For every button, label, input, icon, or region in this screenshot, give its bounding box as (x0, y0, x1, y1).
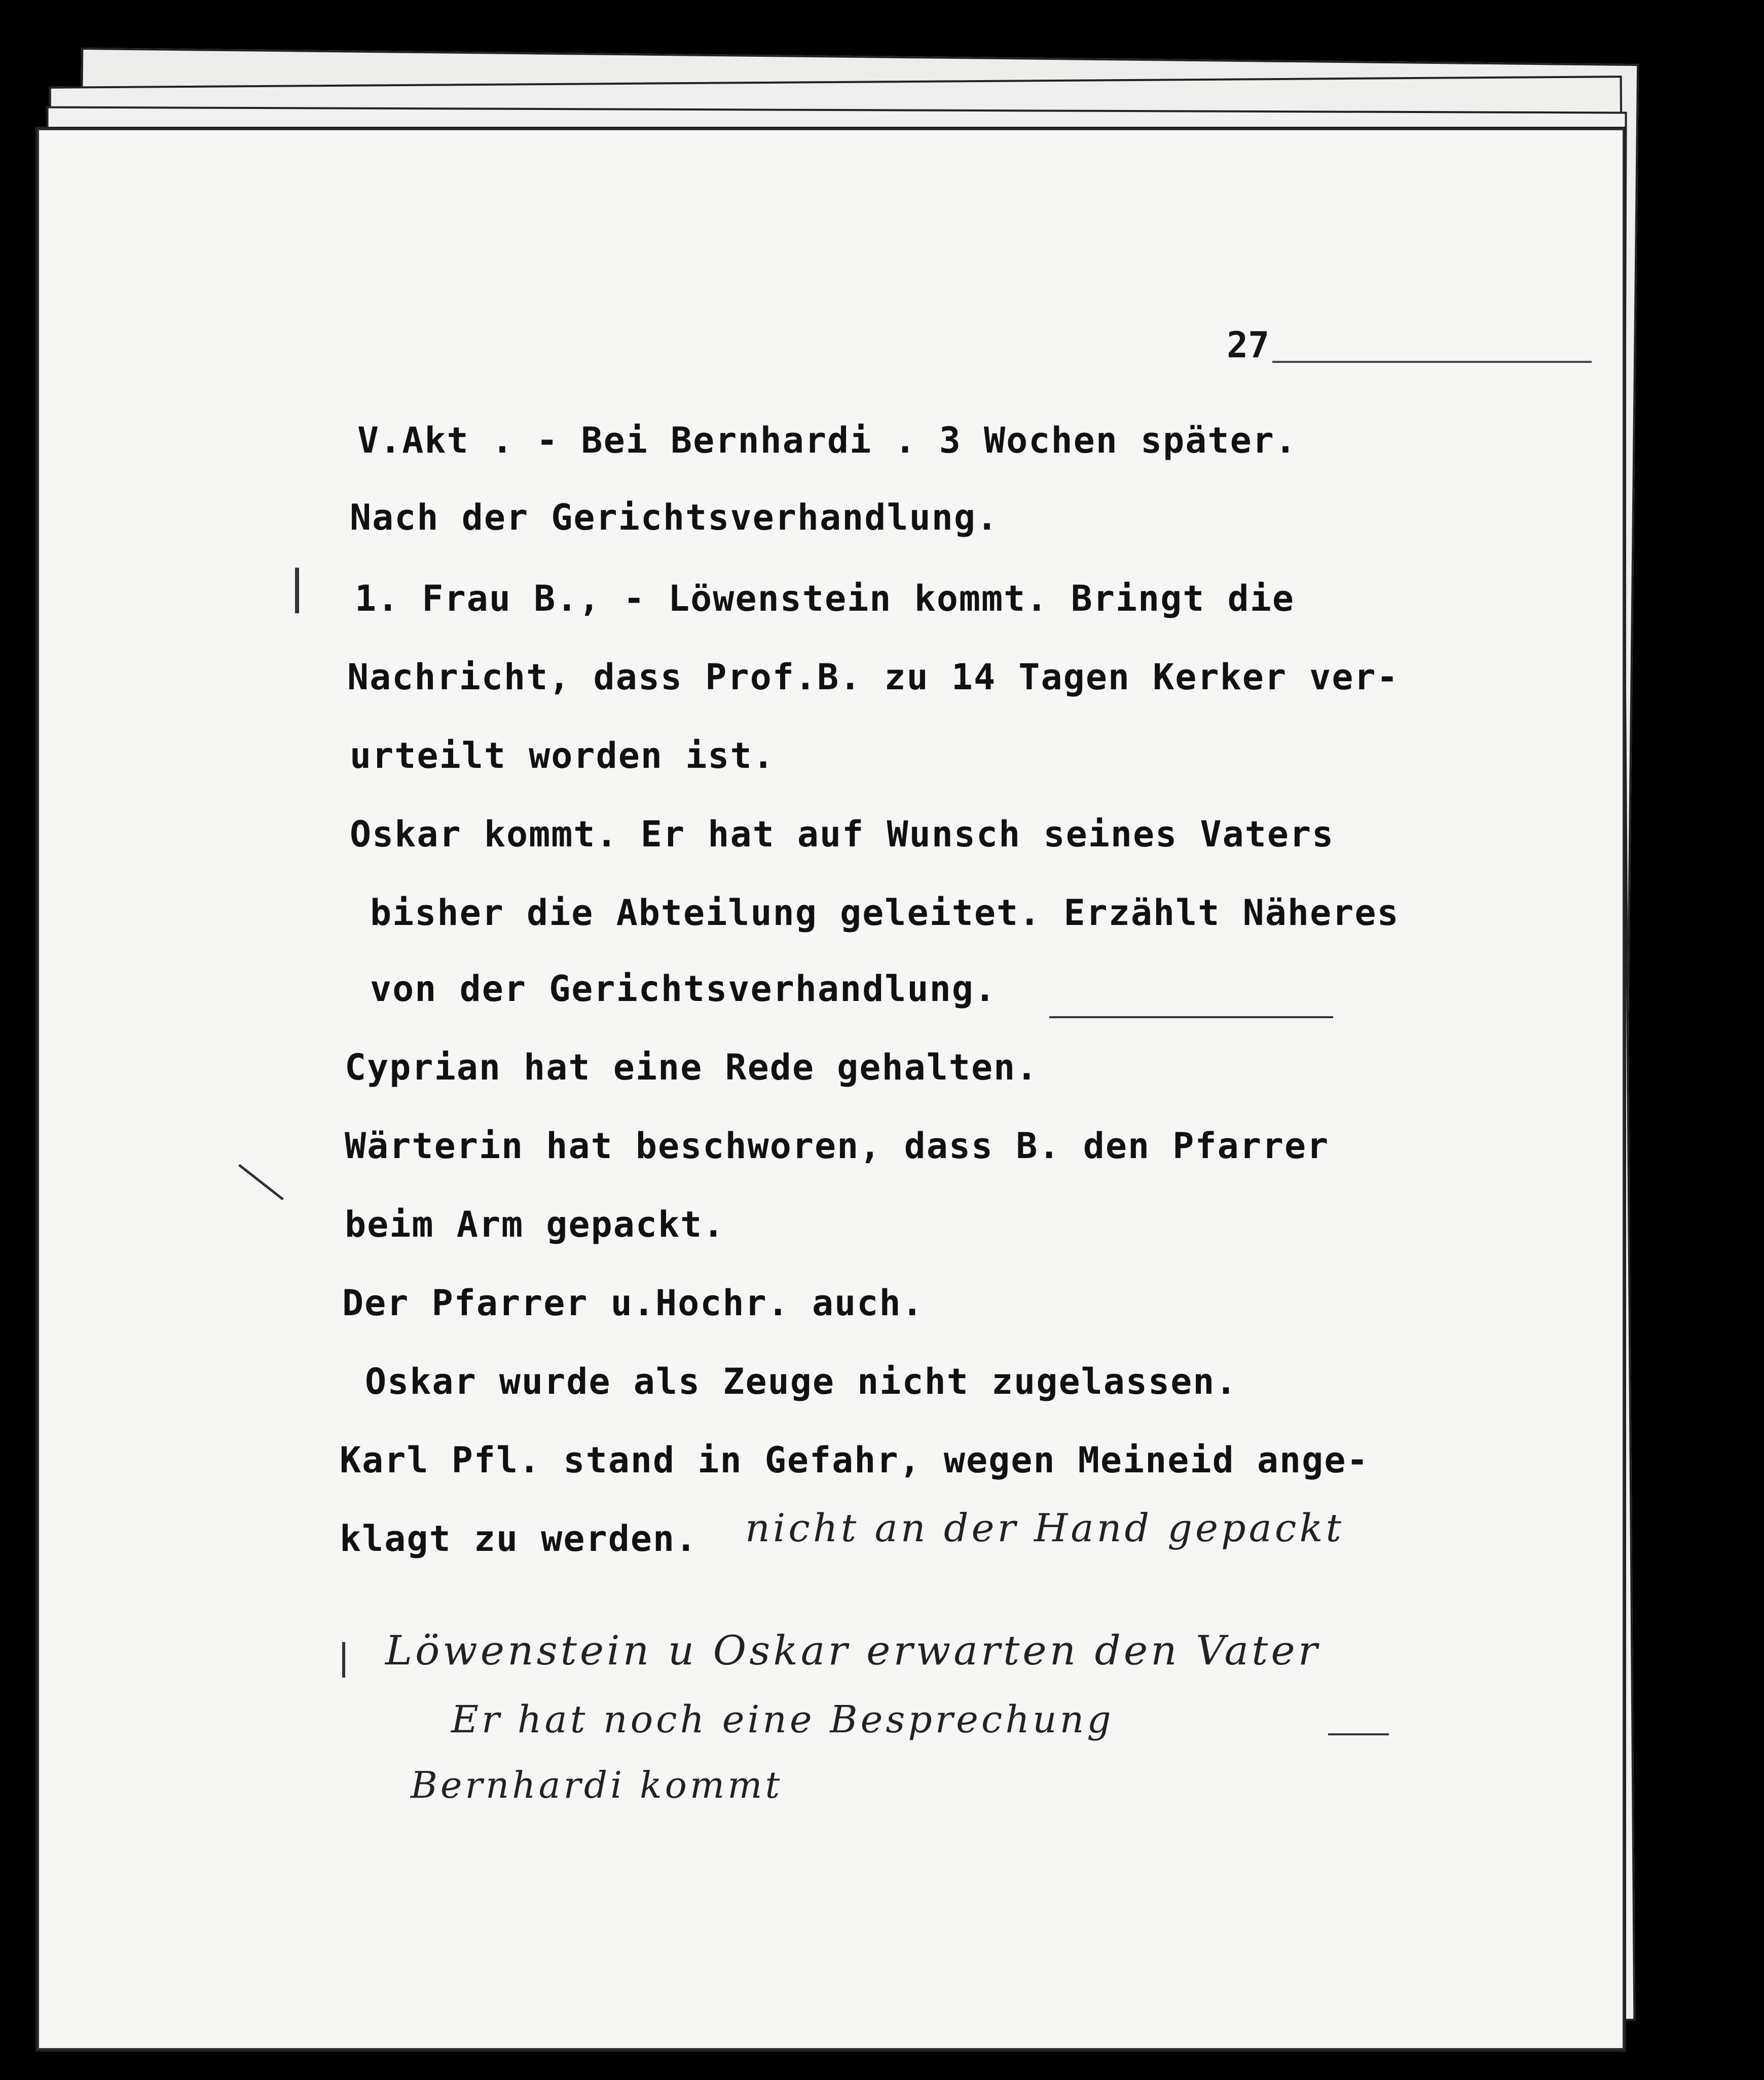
typed-line: urteilt worden ist. (350, 735, 775, 776)
typed-line: Nach der Gerichtsverhandlung. (350, 497, 999, 538)
typed-line: von der Gerichtsverhandlung. (370, 968, 997, 1010)
underline-mark (1328, 1733, 1389, 1735)
typed-line: klagt zu werden. (340, 1518, 698, 1559)
typed-line: bisher die Abteilung geleitet. Erzählt Näheres (370, 892, 1400, 934)
typed-line: Oskar kommt. Er hat auf Wunsch seines Vaters (350, 813, 1335, 855)
margin-mark (295, 568, 299, 613)
typed-line: V.Akt . - Bei Bernhardi . 3 Wochen später. (357, 420, 1298, 461)
typed-line: Nachricht, dass Prof.B. zu 14 Tagen Kerker ver- (347, 656, 1399, 698)
handwritten-note: Löwenstein u Oskar erwarten den Vater (385, 1627, 1320, 1674)
handwritten-note: Er hat noch eine Besprechung (451, 1698, 1114, 1741)
typed-line: Der Pfarrer u.Hochr. auch. (342, 1282, 924, 1324)
typed-line: Karl Pfl. stand in Gefahr, wegen Meineid ange- (340, 1439, 1369, 1481)
typed-line: Wärterin hat beschworen, dass B. den Pfarrer (345, 1125, 1330, 1167)
margin-mark (342, 1642, 345, 1678)
typed-line: Oskar wurde als Zeuge nicht zugelassen. (365, 1361, 1238, 1402)
handwritten-note: nicht an der Hand gepackt (745, 1505, 1345, 1550)
underline-mark (1049, 1016, 1333, 1018)
page-number: 27 (1227, 324, 1270, 366)
typed-line: 1. Frau B., - Löwenstein kommt. Bringt die (355, 578, 1295, 619)
front-page (35, 127, 1626, 2052)
typed-line: beim Arm gepackt. (345, 1204, 725, 1245)
handwritten-note: Bernhardi kommt (411, 1764, 783, 1806)
typed-line: Cyprian hat eine Rede gehalten. (345, 1047, 1039, 1088)
page-number-rule (1272, 361, 1592, 363)
